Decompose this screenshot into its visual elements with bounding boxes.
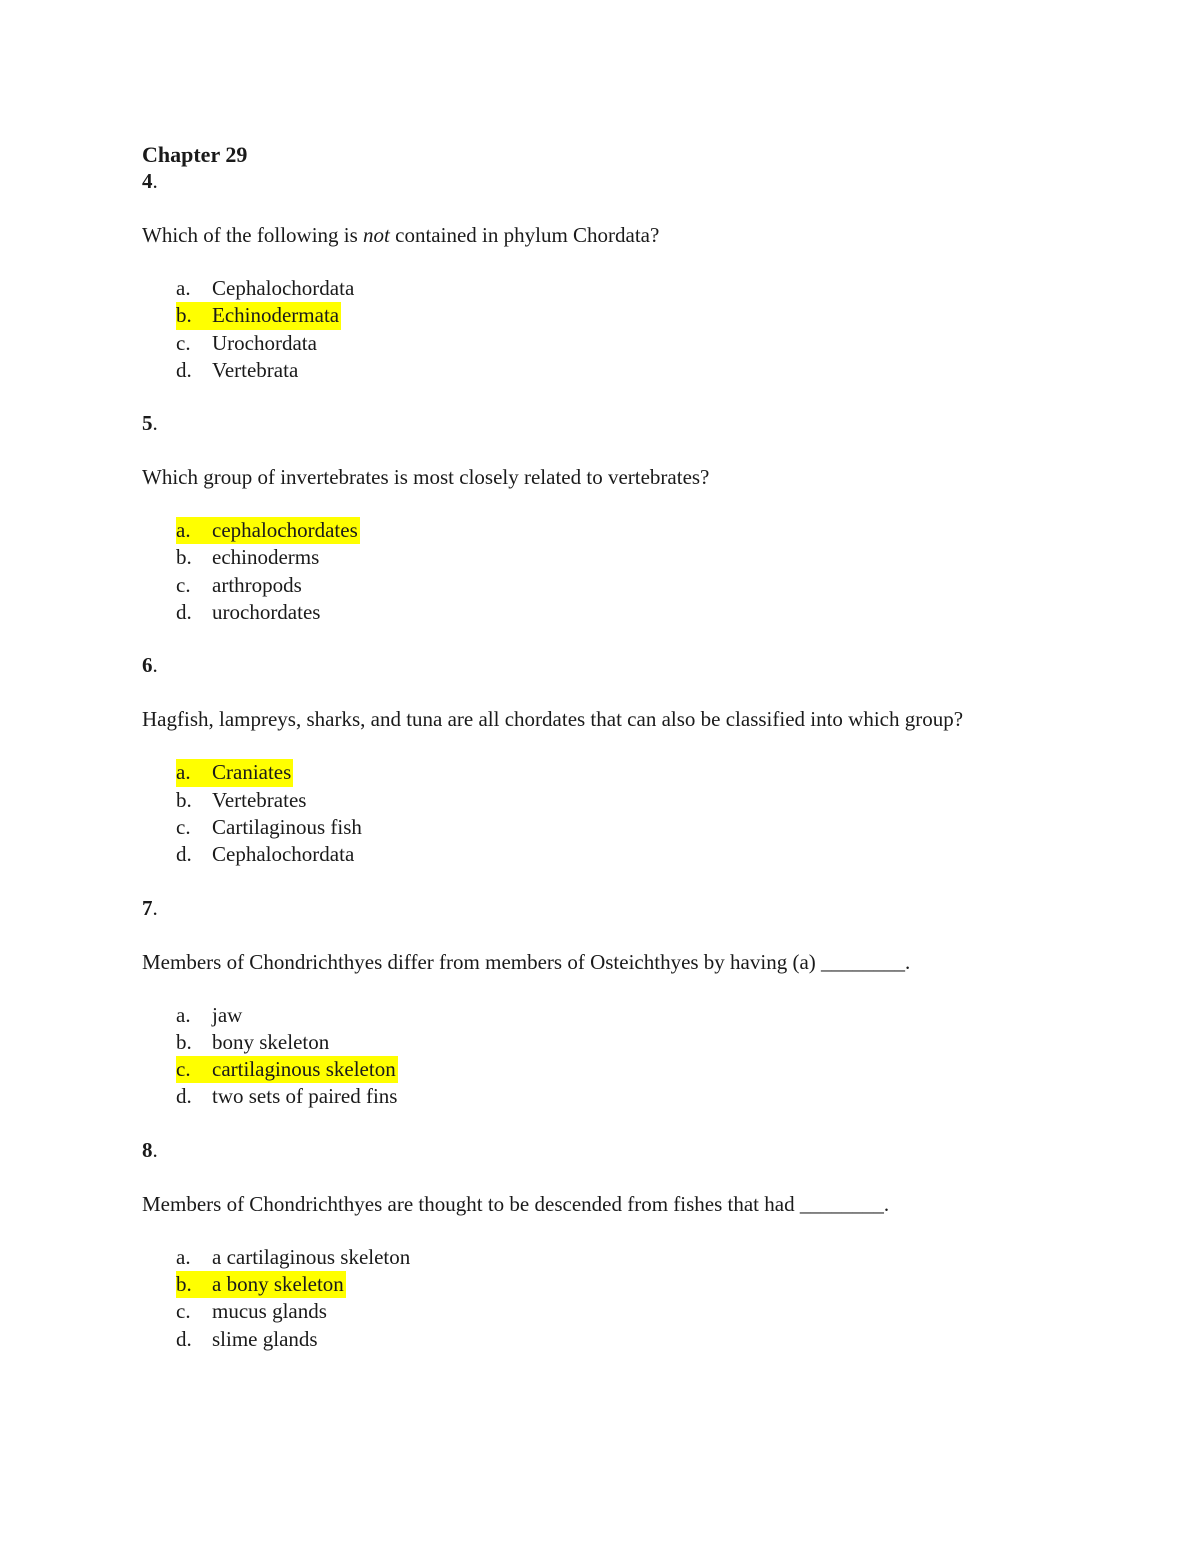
option-content bbox=[176, 1083, 399, 1110]
option-letter: c. bbox=[176, 572, 191, 597]
answer-option bbox=[176, 357, 1042, 384]
option-text: Vertebrata bbox=[212, 357, 299, 382]
option-content bbox=[176, 1029, 331, 1056]
answer-option bbox=[176, 841, 1042, 868]
option-content bbox=[176, 1056, 398, 1083]
option-letter: d. bbox=[176, 1326, 192, 1351]
answer-option bbox=[176, 1244, 1042, 1271]
option-list bbox=[142, 517, 1042, 626]
question-number: 7. bbox=[142, 895, 158, 920]
answer-option-highlighted bbox=[176, 302, 1042, 329]
option-content bbox=[176, 544, 321, 571]
answer-option bbox=[176, 1083, 1042, 1110]
answer-option bbox=[176, 275, 1042, 302]
option-content bbox=[176, 759, 293, 786]
option-letter: c. bbox=[176, 330, 191, 355]
option-content bbox=[176, 1326, 320, 1353]
question-6 bbox=[142, 652, 1042, 868]
option-content bbox=[176, 814, 364, 841]
option-text: Echinodermata bbox=[212, 303, 340, 328]
option-letter: a. bbox=[176, 1002, 191, 1027]
option-letter: d. bbox=[176, 600, 192, 625]
option-list bbox=[142, 1002, 1042, 1111]
question-number: 4. bbox=[142, 169, 158, 193]
answer-option bbox=[176, 1029, 1042, 1056]
option-letter: a. bbox=[176, 276, 191, 300]
option-text: Craniates bbox=[212, 760, 292, 785]
answer-option bbox=[176, 544, 1042, 571]
option-letter: b. bbox=[176, 303, 192, 328]
question-text: Hagfish, lampreys, sharks, and tuna are all chordates that can also be classified into which group? bbox=[142, 707, 964, 732]
question-7 bbox=[142, 895, 1042, 1111]
option-text: two sets of paired fins bbox=[212, 1084, 398, 1109]
option-content bbox=[176, 275, 356, 302]
option-content bbox=[176, 357, 300, 384]
option-text: jaw bbox=[212, 1002, 243, 1027]
answer-option bbox=[176, 1326, 1042, 1353]
option-content bbox=[176, 599, 322, 626]
option-text: echinoderms bbox=[212, 545, 320, 570]
option-content bbox=[176, 1244, 412, 1271]
option-content bbox=[176, 841, 356, 868]
option-content bbox=[176, 302, 341, 329]
option-text: cephalochordates bbox=[212, 518, 358, 543]
question-text: Members of Chondrichthyes are thought to be descended from fishes that had ________. bbox=[142, 1191, 890, 1216]
answer-option-highlighted bbox=[176, 517, 1042, 544]
question-number: 8. bbox=[142, 1137, 158, 1162]
answer-option bbox=[176, 330, 1042, 357]
option-letter: c. bbox=[176, 1299, 191, 1324]
emphasis-text: not bbox=[363, 223, 390, 247]
question-4 bbox=[142, 168, 1042, 384]
option-letter: a. bbox=[176, 760, 191, 785]
option-text: Cephalochordata bbox=[212, 276, 355, 300]
option-text: mucus glands bbox=[212, 1299, 327, 1324]
option-letter: b. bbox=[176, 1029, 192, 1054]
option-letter: b. bbox=[176, 1272, 192, 1297]
question-number: 5. bbox=[142, 411, 158, 436]
answer-option-highlighted bbox=[176, 1056, 1042, 1083]
answer-option bbox=[176, 814, 1042, 841]
option-letter: c. bbox=[176, 1057, 191, 1082]
option-text: Cephalochordata bbox=[212, 842, 355, 867]
option-text: cartilaginous skeleton bbox=[212, 1057, 396, 1082]
answer-option bbox=[176, 572, 1042, 599]
answer-option-highlighted bbox=[176, 759, 1042, 786]
option-content bbox=[176, 787, 308, 814]
option-letter: a. bbox=[176, 518, 191, 543]
option-content bbox=[176, 1298, 329, 1325]
question-5 bbox=[142, 410, 1042, 626]
answer-option bbox=[176, 787, 1042, 814]
option-list bbox=[142, 275, 1042, 384]
option-letter: c. bbox=[176, 814, 191, 839]
option-text: Vertebrates bbox=[212, 787, 307, 812]
option-text: arthropods bbox=[212, 572, 302, 597]
option-letter: b. bbox=[176, 787, 192, 812]
answer-option-highlighted bbox=[176, 1271, 1042, 1298]
answer-option bbox=[176, 1002, 1042, 1029]
question-8 bbox=[142, 1137, 1042, 1353]
question-number: 6. bbox=[142, 653, 158, 678]
option-letter: a. bbox=[176, 1244, 191, 1269]
option-letter: d. bbox=[176, 357, 192, 382]
question-text: Members of Chondrichthyes differ from members of Osteichthyes by having (a) ________. bbox=[142, 949, 911, 974]
option-letter: d. bbox=[176, 842, 192, 867]
option-content bbox=[176, 572, 304, 599]
answer-option bbox=[176, 1298, 1042, 1325]
option-list bbox=[142, 1244, 1042, 1353]
option-letter: d. bbox=[176, 1084, 192, 1109]
option-content bbox=[176, 330, 319, 357]
option-text: a bony skeleton bbox=[212, 1272, 344, 1297]
question-text: Which of the following is not contained in phylum Chordata? bbox=[142, 223, 660, 247]
answer-option bbox=[176, 599, 1042, 626]
question-text: Which group of invertebrates is most closely related to vertebrates? bbox=[142, 465, 710, 490]
option-text: a cartilaginous skeleton bbox=[212, 1244, 411, 1269]
document-page bbox=[142, 141, 1042, 1353]
option-list bbox=[142, 759, 1042, 868]
option-text: bony skeleton bbox=[212, 1029, 330, 1054]
option-content bbox=[176, 517, 360, 544]
option-text: urochordates bbox=[212, 600, 321, 625]
option-text: Cartilaginous fish bbox=[212, 814, 362, 839]
option-text: slime glands bbox=[212, 1326, 318, 1351]
option-text: Urochordata bbox=[212, 330, 317, 355]
option-content bbox=[176, 1002, 244, 1029]
option-letter: b. bbox=[176, 545, 192, 570]
chapter-title: Chapter 29 bbox=[142, 142, 248, 167]
option-content bbox=[176, 1271, 346, 1298]
